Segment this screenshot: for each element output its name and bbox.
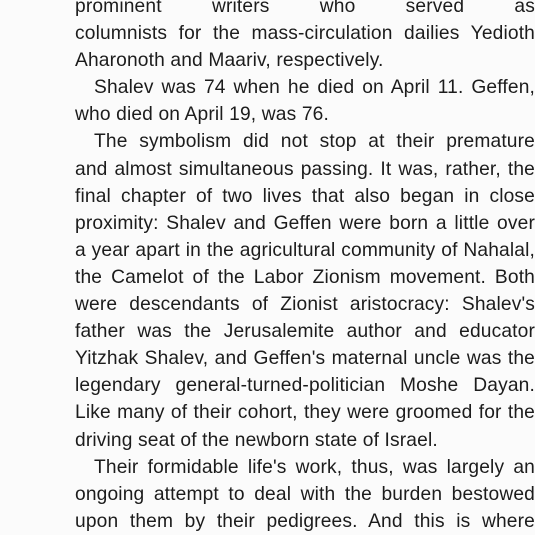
text-line: columnists for the mass-circulation dailies Yedioth xyxy=(75,23,535,45)
text-line: and almost simultaneous passing. It was, rather, the xyxy=(75,158,535,180)
article-text-column xyxy=(75,0,535,535)
text-line: who died on April 19, was 76. xyxy=(75,104,329,126)
text-line: were descendants of Zionist aristocracy: Shalev's xyxy=(75,294,535,316)
text-line: Shalev was 74 when he died on April 11. Geffen, xyxy=(94,77,535,99)
text-line: ongoing attempt to deal with the burden bestowed xyxy=(75,483,535,505)
text-line: Yitzhak Shalev, and Geffen's maternal uncle was the xyxy=(75,348,535,370)
text-line: Like many of their cohort, they were groomed for the xyxy=(75,402,535,424)
text-line: proximity: Shalev and Geffen were born a little over xyxy=(75,212,535,234)
text-line: a year apart in the agricultural community of Nahalal, xyxy=(75,239,535,261)
text-line: legendary general-turned-politician Moshe Dayan. xyxy=(75,375,535,397)
text-line: Aharonoth and Maariv, respectively. xyxy=(75,50,384,72)
text-line: final chapter of two lives that also began in close xyxy=(75,185,535,207)
text-line: The symbolism did not stop at their premature xyxy=(94,131,535,153)
text-line: Their formidable life's work, thus, was largely an xyxy=(94,456,535,478)
text-line: upon them by their pedigrees. And this is where xyxy=(75,510,535,532)
text-line: the Camelot of the Labor Zionism movement. Both xyxy=(75,266,535,288)
text-line: father was the Jerusalemite author and educator xyxy=(75,321,535,343)
text-line: driving seat of the newborn state of Israel. xyxy=(75,429,438,451)
text-line: prominent writers who served as xyxy=(75,0,535,17)
